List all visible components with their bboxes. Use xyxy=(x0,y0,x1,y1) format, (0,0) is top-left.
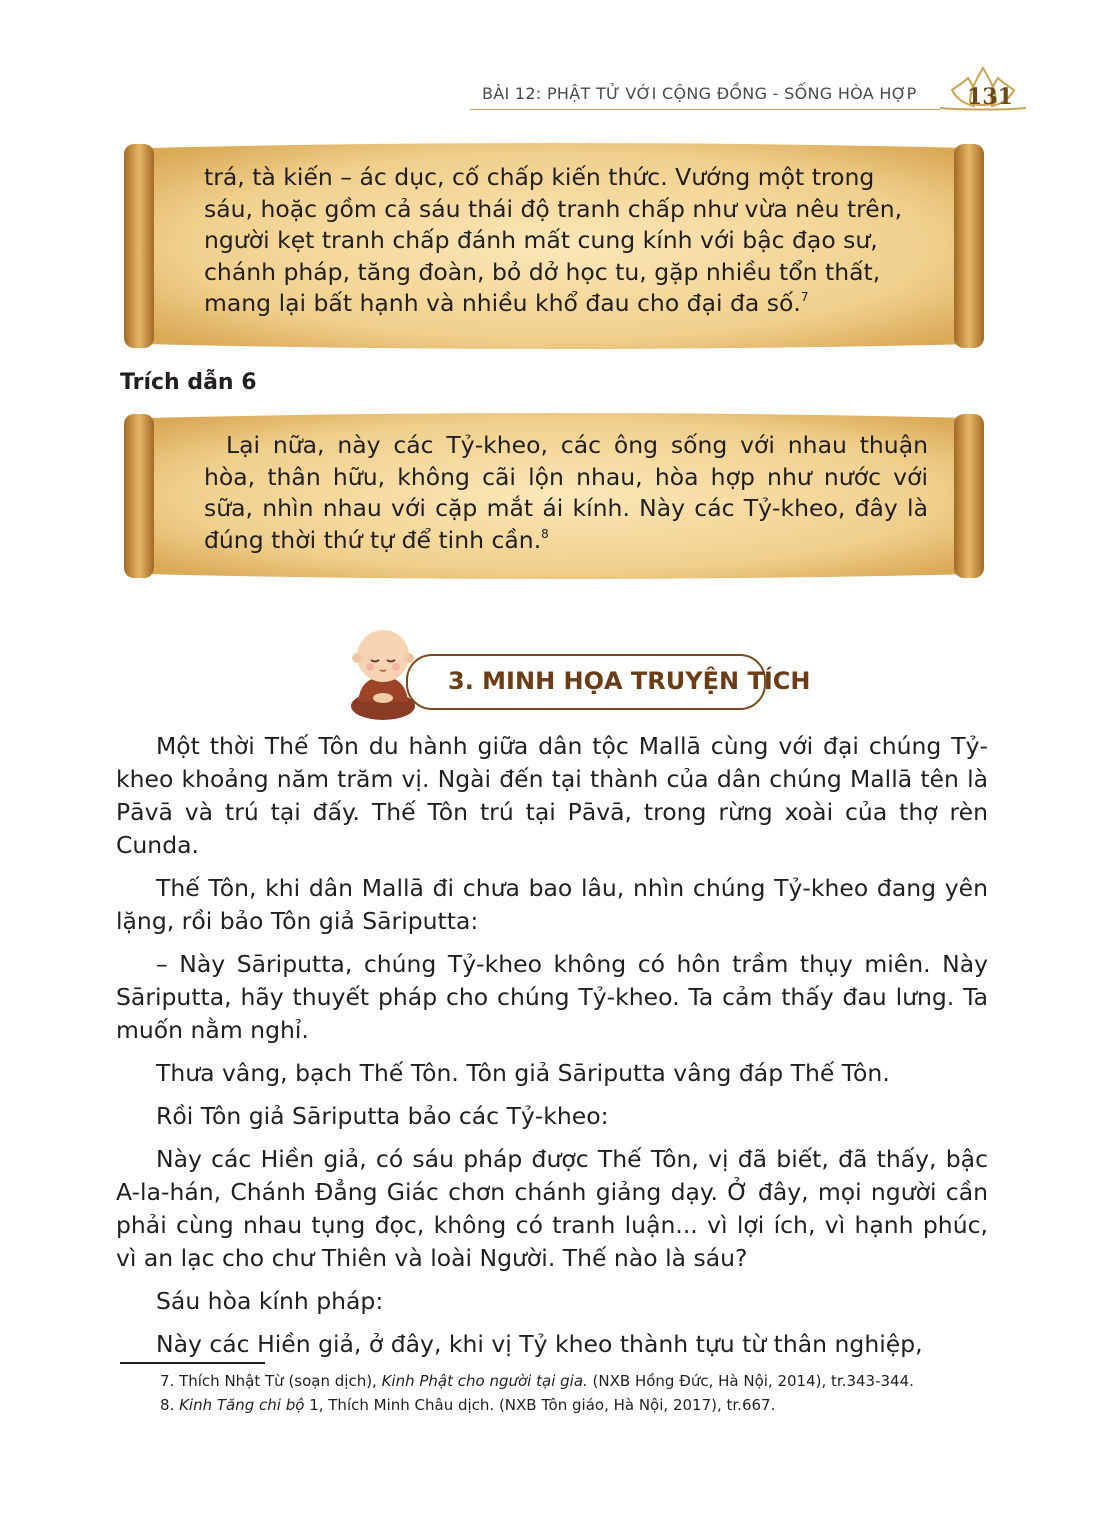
footnote-book-title: Kinh Phật cho người tại gia. xyxy=(381,1372,588,1390)
quote-line xyxy=(204,288,928,320)
footnote-book-title: Kinh Tăng chi bộ xyxy=(179,1396,305,1414)
story-paragraph: Này các Hiền giả, có sáu pháp được Thế Tôn, vị đã biết, đã thấy, bậc A-la-hán, Chánh Đẳng Giác chơn chánh giảng dạy. Ở đây, mọi người cần phải cùng nhau tụng đọc, không có tranh luận... vì lợi ích, vì hạnh phúc, vì an lạc cho chư Thiên và loài Người. Thế nào là sáu? xyxy=(116,1145,988,1272)
footnote-8 xyxy=(120,1394,992,1416)
quote-line: người kẹt tranh chấp đánh mất cung kính với bậc đạo sư, xyxy=(204,226,878,254)
footnote-text: 7. Thích Nhật Từ (soạn dịch), xyxy=(160,1372,382,1390)
story-paragraph: – Này Sāriputta, chúng Tỷ-kheo không có hôn trầm thụy miên. Này Sāriputta, hãy thuyết pháp cho chúng Tỷ-kheo. Ta cảm thấy đau lưng. Ta muốn nằm nghỉ. xyxy=(116,950,988,1044)
story-paragraph: Này các Hiền giả, ở đây, khi vị Tỷ kheo thành tựu từ thân nghiệp, xyxy=(156,1330,923,1358)
page-number: 131 xyxy=(967,84,1013,110)
footnote-rule xyxy=(120,1362,265,1364)
quote-line: trá, tà kiến – ác dục, cố chấp kiến thức. Vướng một trong xyxy=(204,163,875,191)
section-heading xyxy=(338,622,811,722)
quote-line-text: mang lại bất hạnh và nhiều khổ đau cho đại đa số. xyxy=(204,289,801,317)
header-rule xyxy=(470,109,940,110)
story-paragraph: Thưa vâng, bạch Thế Tôn. Tôn giả Sāriputta vâng đáp Thế Tôn. xyxy=(156,1059,890,1087)
heading-pill xyxy=(406,654,811,710)
story-paragraph: Sáu hòa kính pháp: xyxy=(156,1287,384,1315)
running-header xyxy=(470,78,1030,118)
footnote-text: 8. xyxy=(160,1396,180,1414)
story-paragraph: Thế Tôn, khi dân Mallā đi chưa bao lâu, nhìn chúng Tỷ-kheo đang yên lặng, rồi bảo Tôn giả Sāriputta: xyxy=(116,874,988,935)
quote-scroll-6 xyxy=(118,410,990,582)
footnote-ref: 7 xyxy=(800,290,809,304)
footnotes xyxy=(120,1370,992,1418)
footnote-ref: 8 xyxy=(541,526,549,541)
quote-scroll-continued xyxy=(118,140,990,352)
quote-line: chánh pháp, tăng đoàn, bỏ dở học tu, gặp nhiều tổn thất, xyxy=(204,257,881,286)
section-title: 3. MINH HỌA TRUYỆN TÍCH xyxy=(448,667,811,695)
quote-text xyxy=(204,430,928,556)
quote-line: sáu, hoặc gồm cả sáu thái độ tranh chấp như vừa nêu trên, xyxy=(204,194,903,223)
footnote-7 xyxy=(120,1370,992,1392)
story-paragraph: Rồi Tôn giả Sāriputta bảo các Tỷ-kheo: xyxy=(156,1102,609,1130)
story-body xyxy=(116,730,988,1371)
quote-label: Trích dẫn 6 xyxy=(120,370,257,395)
footnote-text: (NXB Hồng Đức, Hà Nội, 2014), tr.343-344. xyxy=(587,1372,914,1390)
chapter-title: BÀI 12: PHẬT TỬ VỚI CỘNG ĐỒNG - SỐNG HÒA HỢP xyxy=(482,84,917,103)
story-paragraph: Một thời Thế Tôn du hành giữa dân tộc Mallā cùng với đại chúng Tỷ-kheo khoảng năm trăm vị. Ngài đến tại thành của dân chúng Mallā tên là Pāvā và trú tại đấy. Thế Tôn trú tại Pāvā, trong rừng xoài của thợ rèn Cunda. xyxy=(116,732,988,859)
footnote-text: 1, Thích Minh Châu dịch. (NXB Tôn giáo, Hà Nội, 2017), tr.667. xyxy=(304,1396,776,1414)
quote-body: Lại nữa, này các Tỷ-kheo, các ông sống với nhau thuận hòa, thân hữu, không cãi lộn nhau, hòa hợp như nước với sữa, nhìn nhau với cặp mắt ái kính. Này các Tỷ-kheo, đây là đúng thời thứ tự để tinh cần. xyxy=(204,431,928,554)
monk-icon xyxy=(338,622,428,722)
